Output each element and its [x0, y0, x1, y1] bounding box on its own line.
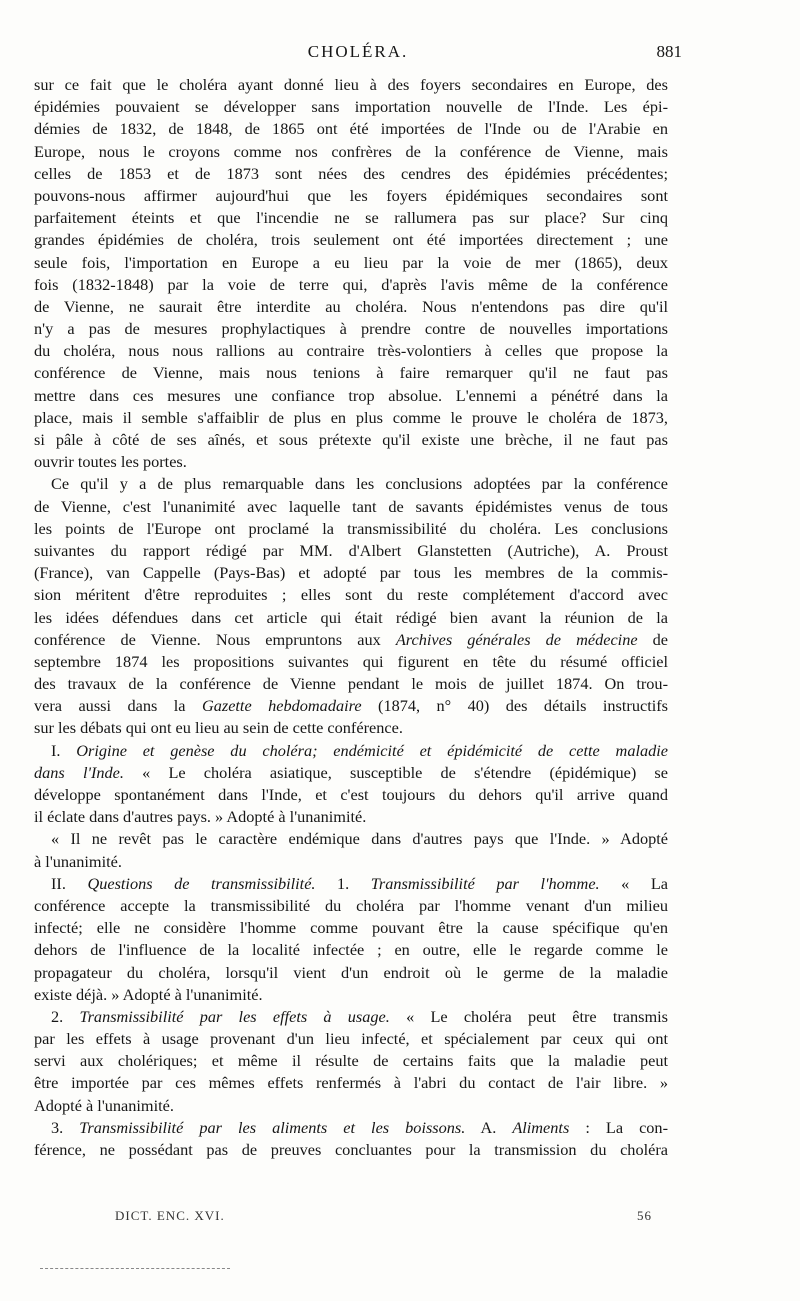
text-segment: : La con- [569, 1117, 668, 1137]
text-line [34, 873, 668, 895]
journal-title: Archives générales de médecine [395, 629, 638, 649]
text-segment: de [637, 629, 668, 649]
text-line: sion méritent d'être reproduites ; elles sont du reste complétement d'accord avec [34, 585, 668, 605]
text-segment: 1. [315, 873, 371, 893]
text-segment: « La [599, 873, 668, 893]
section-heading: Origine et genèse du choléra; endémicité et épidémicité de cette maladie [76, 740, 668, 760]
article-text [34, 74, 668, 1161]
section-heading: Questions de transmissibilité. [87, 873, 316, 893]
text-line: de Vienne, ne saurait être interdite au choléra. Nous n'entendons pas dire qu'il [34, 296, 668, 316]
text-segment: 2. [51, 1006, 80, 1026]
text-line: des travaux de la conférence de Vienne pendant le mois de juillet 1874. On trou- [34, 674, 668, 694]
text-line: parfaitement éteints et que l'incendie ne se rallumera pas sur place? Sur cinq [34, 208, 668, 228]
text-line: sur ce fait que le choléra ayant donné lieu à des foyers secondaires en Europe, des [34, 75, 668, 94]
dotted-rule [40, 1268, 230, 1269]
text-line: seule fois, l'importation en Europe a eu lieu par la voie de mer (1865), deux [34, 252, 668, 272]
page-footer [115, 1208, 652, 1230]
text-line: « Il ne revêt pas le caractère endémique dans d'autres pays que l'Inde. » Adopté [51, 829, 668, 849]
running-title: CHOLÉRA. [307, 42, 409, 61]
text-line: férence, ne possédant pas de preuves concluantes pour la transmission du choléra [34, 1140, 668, 1159]
text-segment: I. [51, 740, 77, 760]
text-line [34, 1117, 668, 1139]
text-segment: (1874, n° 40) des détails instructifs [361, 696, 668, 716]
text-line [34, 695, 668, 717]
subsection-heading: Transmissibilité par les effets à usage. [79, 1006, 390, 1026]
text-line: être importée par ces mêmes effets renfermés à l'abri du contact de l'air libre. » [34, 1073, 668, 1093]
text-line: septembre 1874 les propositions suivantes qui figurent en tête du résumé officiel [34, 651, 668, 671]
text-line: démies de 1832, de 1848, de 1865 ont été importées de l'Inde ou de l'Arabie en [34, 119, 668, 139]
subsection-heading: Transmissibilité par les aliments et les boissons. [79, 1117, 466, 1137]
running-header [34, 42, 682, 68]
text-line: sur les débats qui ont eu lieu au sein de cette conférence. [34, 718, 403, 738]
text-line: place, mais il semble s'affaiblir de plus en plus comme le prouve le choléra de 1873, [34, 407, 668, 427]
text-segment: vera aussi dans la [34, 696, 202, 716]
text-line [34, 629, 668, 651]
text-line: si pâle à côté de ses aînés, et sous prétexte qu'il existe une brèche, il ne faut pas [34, 430, 668, 449]
text-line: développe spontanément dans l'Inde, et c'est toujours du dehors qu'il arrive quand [34, 785, 668, 804]
text-segment: A. [465, 1117, 513, 1137]
text-line: les points de l'Europe ont proclamé la transmissibilité du choléra. Les conclusions [34, 518, 668, 538]
text-segment: « Le choléra asiatique, susceptible de s'étendre (épidémique) se [123, 762, 668, 782]
text-line [34, 762, 668, 784]
page-number: 881 [656, 42, 682, 61]
text-line: suivantes du rapport rédigé par MM. d'Albert Glanstetten (Autriche), A. Proust [34, 540, 668, 560]
text-line: les idées défendues dans cet article qui était rédigé bien avant la réunion de la [34, 607, 668, 627]
text-segment: II. [51, 873, 88, 893]
text-line: par les effets à usage provenant d'un lieu infecté, et spécialement par ceux qui ont [34, 1029, 668, 1049]
journal-title: Gazette hebdomadaire [201, 696, 362, 716]
text-line: propagateur du choléra, lorsqu'il vient d'un endroit où le germe de la maladie [34, 962, 668, 982]
text-line: n'y a pas de mesures prophylactiques à prendre contre de nouvelles importations [34, 319, 668, 339]
text-line: infecté; elle ne considère l'homme comme pouvant être la cause spécifique qu'en [34, 918, 668, 938]
text-line: (France), van Cappelle (Pays-Bas) et adopté par tous les membres de la commis- [34, 563, 668, 583]
text-line: à l'unanimité. [34, 851, 122, 871]
text-segment: conférence de Vienne. Nous empruntons aux [34, 629, 396, 649]
text-line: il éclate dans d'autres pays. » Adopté à l'unanimité. [34, 807, 367, 827]
text-line: servi aux cholériques; et même il résulte de certains faits que la maladie peut [34, 1051, 668, 1071]
text-segment: 3. [51, 1117, 80, 1137]
sheet-number: 56 [637, 1208, 652, 1223]
text-line: grandes épidémies de choléra, trois seulement ont été importées directement ; une [34, 230, 668, 250]
text-line: épidémies pouvaient se développer sans importation nouvelle de l'Inde. Les épi- [34, 97, 668, 117]
text-line: Adopté à l'unanimité. [34, 1095, 174, 1115]
text-line: pouvons-nous affirmer aujourd'hui que les foyers épidémiques secondaires sont [34, 185, 668, 205]
text-line: dehors de l'influence de la localité infectée ; en outre, elle le regarde comme le [34, 940, 668, 960]
text-line: fois (1832-1848) par la voie de terre qui, d'après l'avis même de la conférence [34, 274, 668, 294]
text-line: existe déjà. » Adopté à l'unanimité. [34, 984, 263, 1004]
text-line: Ce qu'il y a de plus remarquable dans les conclusions adoptées par la conférence [51, 474, 668, 494]
text-line: conférence de Vienne, mais nous tenions à faire remarquer qu'il ne faut pas [34, 363, 668, 383]
text-line: Europe, nous le croyons comme nos confrères de la conférence de Vienne, mais [34, 141, 668, 161]
section-heading: dans l'Inde. [34, 762, 124, 782]
text-segment: « Le choléra peut être transmis [389, 1006, 668, 1026]
text-line: conférence accepte la transmissibilité du choléra par l'homme venant d'un milieu [34, 895, 668, 915]
text-line [34, 1006, 668, 1028]
signature-mark: DICT. ENC. XVI. [115, 1208, 225, 1223]
text-line [34, 740, 668, 762]
text-line: mettre dans ces mesures une confiance trop absolue. L'ennemi a pénétré dans la [34, 385, 668, 405]
text-line: du choléra, nous nous rallions au contraire très-volontiers à celles que propose la [34, 341, 668, 361]
text-line: celles de 1853 et de 1873 sont nées des cendres des épidémies précédentes; [34, 163, 668, 183]
subsection-heading: Aliments [512, 1117, 570, 1137]
text-line: ouvrir toutes les portes. [34, 452, 187, 472]
text-line: de Vienne, c'est l'unanimité avec laquelle tant de savants épidémistes venus de tous [34, 496, 668, 516]
subsection-heading: Transmissibilité par l'homme. [370, 873, 600, 893]
